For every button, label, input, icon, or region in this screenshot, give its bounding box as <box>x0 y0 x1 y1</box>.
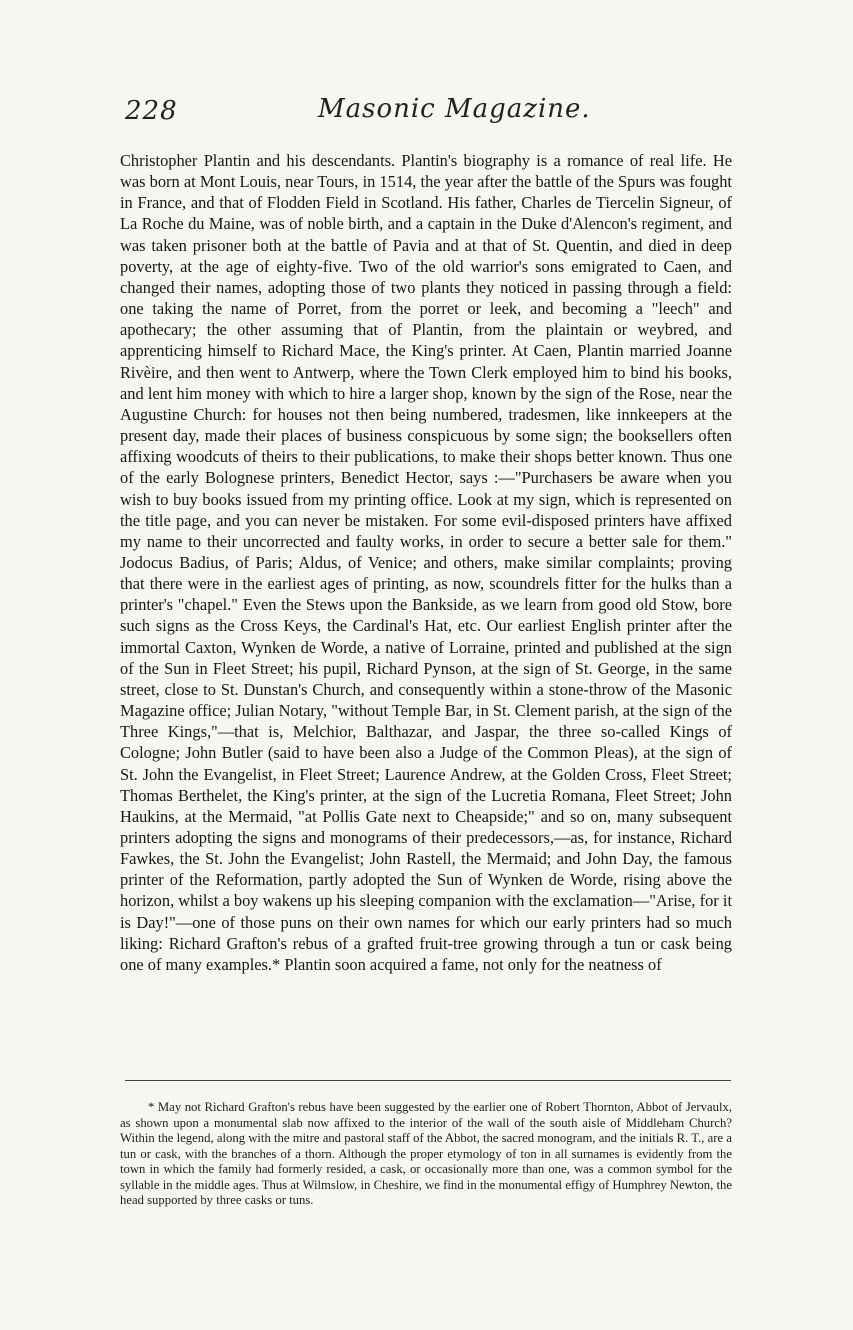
running-head: Masonic Magazine. <box>318 94 591 124</box>
footnote-text: * May not Richard Grafton's rebus have been suggested by the earlier one of Robert Thornton, Abbot of Jervaulx, as shown upon a monumental slab now affixed to the interior of the wall of the south aisle of Middleham Church? Within the legend, along with the mitre and pastoral staff of the Abbot, the sacred monogram, and the initials R. T., are a tun or cask, with the branches of a thorn. Although the proper etymology of ton in all surnames is evidently from the town in which the family had formerly resided, a cask, or occasionally more than one, was a common symbol for the syllable in the middle ages. Thus at Wilmslow, in Cheshire, we find in the monumental effigy of Humphrey Newton, the head supported by three casks or tuns. <box>120 1100 732 1207</box>
body-text: Christopher Plantin and his descendants. Plantin's biography is a romance of real life. He was born at Mont Louis, near Tours, in 1514, the year after the battle of the Spurs was fought in France, and that of Flodden Field in Scotland. His father, Charles de Tiercelin Signeur, of La Roche du Maine, was of noble birth, and a captain in the Duke d'Alencon's regiment, and was taken prisoner both at the battle of Pavia and at that of St. Quentin, and died in deep poverty, at the age of eighty-five. Two of the old warrior's sons emigrated to Caen, and changed their names, adopting those of two plants they noticed in passing through a field: one taking the name of Porret, from the porret or leek, and becoming a "leech" and apothecary; the other assuming that of Plantin, from the plaintain or weybred, and apprenticing himself to Richard Mace, the King's printer. At Caen, Plantin married Joanne Rivèire, and then went to Antwerp, where the Town Clerk employed him to bind his books, and lent him money with which to hire a larger shop, known by the sign of the Rose, near the Augustine Church: for houses not then being numbered, tradesmen, like innkeepers at the present day, made their places of business conspicuous by some sign; the booksellers often affixing woodcuts of theirs to their publications, to make their shops better known. Thus one of the early Bolognese printers, Benedict Hector, says :—"Purchasers be aware when you wish to buy books issued from my printing office. Look at my sign, which is represented on the title page, and you can never be mistaken. For some evil-disposed printers have affixed my name to their uncorrected and faulty works, in order to secure a better sale for them." Jodocus Badius, of Paris; Aldus, of Venice; and others, make similar complaints; proving that there were in the earliest ages of printing, as now, scoundrels fitter for the hulks than a printer's "chapel." Even the Stews upon the Bankside, as we learn from good old Stow, bore such signs as the Cross Keys, the Cardinal's Hat, etc. Our earliest English printer after the immortal Caxton, Wynken de Worde, a native of Lorraine, printed and published at the sign of the Sun in Fleet Street; his pupil, Richard Pynson, at the sign of St. George, in the same street, close to St. Dunstan's Church, and consequently within a stone-throw of the Masonic Magazine office; Julian Notary, "without Temple Bar, in St. Clement parish, at the sign of the Three Kings,"—that is, Melchior, Balthazar, and Jaspar, the three so-called Kings of Cologne; John Butler (said to have been also a Judge of the Common Pleas), at the sign of St. John the Evangelist, in Fleet Street; Laurence Andrew, at the Golden Cross, Fleet Street; Thomas Berthelet, the King's printer, at the sign of the Lucretia Romana, Fleet Street; John Haukins, at the Mermaid, "at Pollis Gate next to Cheapside;" and so on, many subsequent printers adopting the signs and monograms of their predecessors,—as, for instance, Richard Fawkes, the St. John the Evangelist; John Rastell, the Mermaid; and John Day, the famous printer of the Reformation, partly adopted the Sun of Wynken de Worde, rising above the horizon, whilst a boy wakens up his sleeping companion with the exclamation—"Arise, for it is Day!"—one of those puns on their own names for which our early printers had so much liking: Richard Grafton's rebus of a grafted fruit-tree growing through a tun or cask being one of many examples.* Plantin soon acquired a fame, not only for the neatness of <box>120 151 732 974</box>
footnote-divider <box>125 1080 731 1081</box>
page-number: 228 <box>125 96 178 126</box>
